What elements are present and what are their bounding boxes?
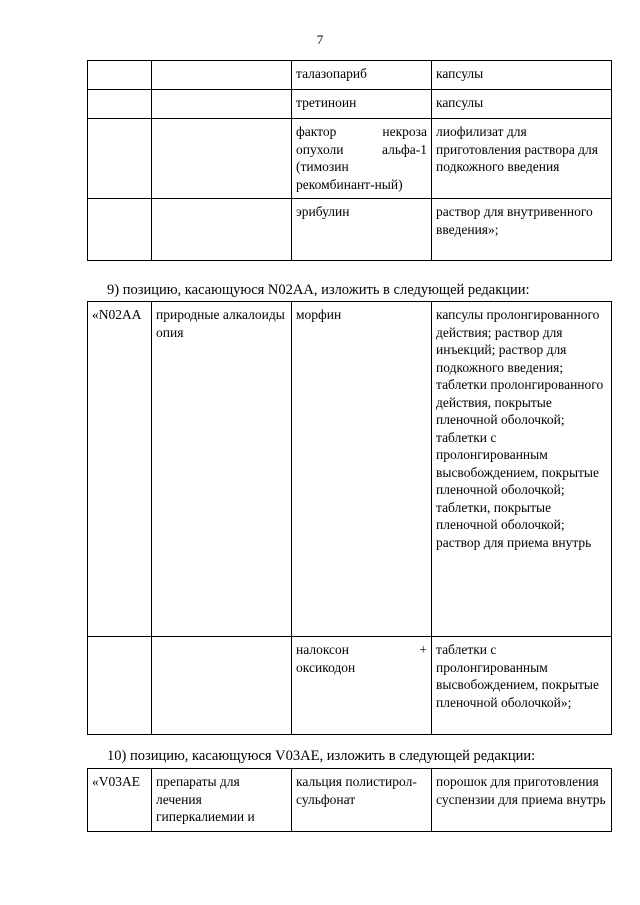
group-cell	[152, 637, 292, 735]
table-row	[88, 90, 612, 119]
drug-name-cell: эрибулин	[292, 199, 432, 261]
dosage-form-cell: капсулы	[432, 90, 612, 119]
dosage-form-cell: капсулы	[432, 61, 612, 90]
atc-code-cell	[88, 61, 152, 90]
dosage-form-cell: таблетки с пролонгированным высвобождением, покрытые пленочной оболочкой»;	[432, 637, 612, 735]
atc-code-cell: «V03AE	[88, 769, 152, 832]
dosage-form-cell: капсулы пролонгированного действия; раствор для инъекций; раствор для подкожного введения; таблетки пролонгированного действия, покрытые пленочной оболочкой; таблетки с пролонгированным высвобождением, покрытые пленочной оболочкой; таблетки, покрытые пленочной оболочкой; раствор для приема внутрь	[432, 302, 612, 637]
table-row	[88, 119, 612, 199]
drug-name-line: (тимозин	[296, 159, 349, 174]
atc-code-cell	[88, 90, 152, 119]
atc-code-cell: «N02AA	[88, 302, 152, 637]
table-row	[88, 769, 612, 832]
drug-table-v03ae	[87, 768, 612, 832]
instruction-paragraph-10: 10) позицию, касающуюся V03AE, изложить в следующей редакции:	[107, 748, 536, 764]
instruction-paragraph-9: 9) позицию, касающуюся N02AA, изложить в следующей редакции:	[107, 282, 530, 298]
atc-code-cell	[88, 119, 152, 199]
drug-name-cell: морфин	[292, 302, 432, 637]
group-cell: природные алкалоиды опия	[152, 302, 292, 637]
drug-name-line: оксикодон	[296, 659, 356, 675]
table-row	[88, 199, 612, 261]
table-row	[88, 302, 612, 637]
dosage-form-cell: раствор для внутривенного введения»;	[432, 199, 612, 261]
page-number: 7	[316, 32, 324, 47]
drug-table-continuation	[87, 60, 612, 261]
dosage-form-cell: лиофилизат для приготовления раствора для подкожного введения	[432, 119, 612, 199]
drug-name-cell: кальция полистирол-сульфонат	[292, 769, 432, 832]
group-cell	[152, 199, 292, 261]
drug-name-cell	[292, 119, 432, 199]
dosage-form-cell: порошок для приготовления суспензии для приема внутрь	[432, 769, 612, 832]
drug-name-cell: третиноин	[292, 90, 432, 119]
atc-code-cell	[88, 199, 152, 261]
table-row	[88, 61, 612, 90]
group-cell	[152, 119, 292, 199]
drug-name-part: налоксон	[296, 642, 350, 657]
group-cell	[152, 90, 292, 119]
group-cell: препараты для лечения гиперкалиемии и	[152, 769, 292, 832]
drug-name-line: рекомбинант-ный)	[296, 176, 403, 192]
atc-code-cell	[88, 637, 152, 735]
group-cell	[152, 61, 292, 90]
table-row	[88, 637, 612, 735]
drug-name-plus: +	[419, 642, 427, 657]
drug-name-line: опухоли альфа-1	[296, 141, 427, 157]
drug-name-line	[296, 641, 427, 659]
drug-table-n02aa	[87, 301, 612, 735]
drug-name-line: фактор некроза	[296, 124, 427, 139]
drug-name-cell: талазопариб	[292, 61, 432, 90]
drug-name-cell	[292, 637, 432, 735]
